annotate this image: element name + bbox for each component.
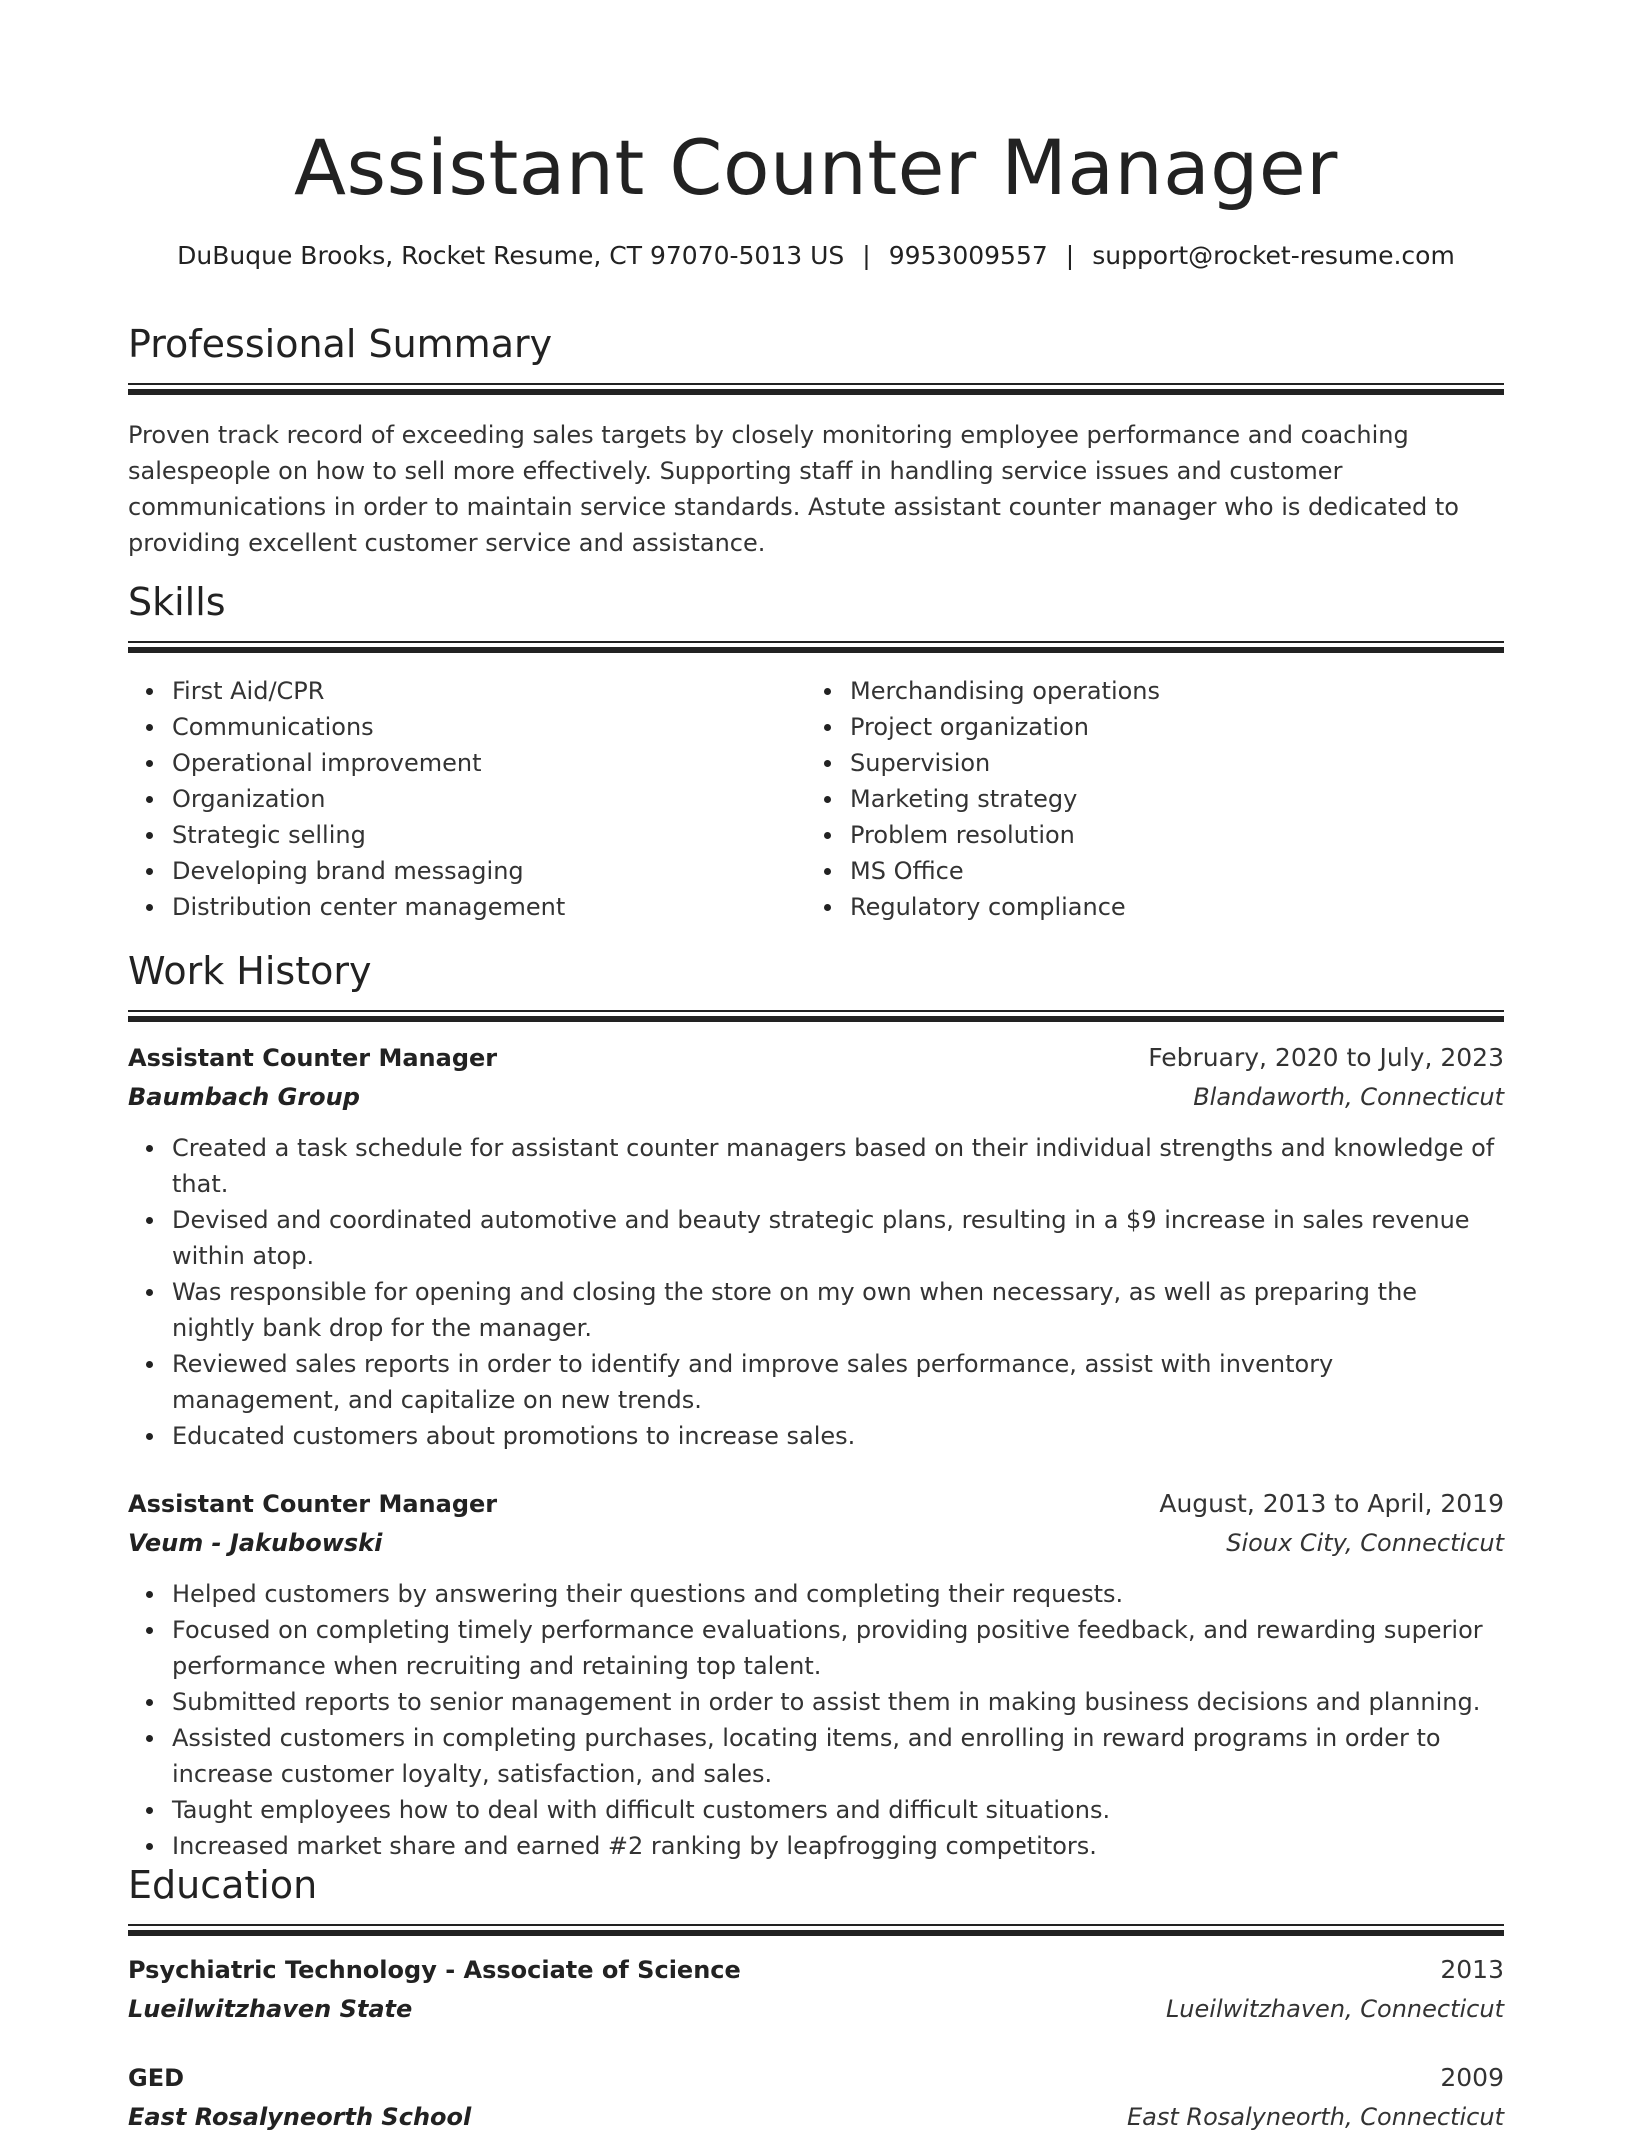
skills-list-right — [806, 673, 1484, 925]
education-entry — [128, 1950, 1504, 2028]
school-name: East Rosalyneorth School — [128, 2103, 472, 2131]
job-dates: February, 2020 to July, 2023 — [1148, 1043, 1504, 1072]
skill-item: Strategic selling — [172, 817, 806, 853]
contact-separator: | — [1065, 241, 1075, 270]
skills-section — [128, 577, 1504, 925]
skill-item: Project organization — [850, 709, 1484, 745]
job-title: Assistant Counter Manager — [128, 1490, 498, 1518]
skill-item: Communications — [172, 709, 806, 745]
skill-item: Organization — [172, 781, 806, 817]
summary-section — [128, 319, 1504, 561]
skill-item: Developing brand messaging — [172, 853, 806, 889]
school-location: East Rosalyneorth, Connecticut — [1127, 2103, 1504, 2131]
job-bullet: Assisted customers in completing purchases, locating items, and enrolling in reward programs in order to increase customer loyalty, satisfaction, and sales. — [172, 1720, 1504, 1792]
skill-item: First Aid/CPR — [172, 673, 806, 709]
skill-item: MS Office — [850, 853, 1484, 889]
skill-item: Marketing strategy — [850, 781, 1484, 817]
job-bullet: Created a task schedule for assistant counter managers based on their individual strengths and knowledge of that. — [172, 1130, 1504, 1202]
contact-phone: 9953009557 — [888, 241, 1048, 270]
school-location: Lueilwitzhaven, Connecticut — [1165, 1995, 1504, 2023]
skill-item: Supervision — [850, 745, 1484, 781]
section-divider — [128, 383, 1504, 393]
degree: Psychiatric Technology - Associate of Science — [128, 1956, 741, 1984]
job-bullet: Increased market share and earned #2 ranking by leapfrogging competitors. — [172, 1828, 1504, 1864]
job-bullet: Was responsible for opening and closing the store on my own when necessary, as well as preparing the nightly bank drop for the manager. — [172, 1274, 1504, 1346]
education-entry — [128, 2058, 1504, 2136]
job-title: Assistant Counter Manager — [128, 1044, 498, 1072]
skill-item: Regulatory compliance — [850, 889, 1484, 925]
job-dates: August, 2013 to April, 2019 — [1159, 1489, 1504, 1518]
job-bullet: Taught employees how to deal with difficult customers and difficult situations. — [172, 1792, 1504, 1828]
graduation-year: 2009 — [1440, 2063, 1504, 2092]
job-bullet: Educated customers about promotions to increase sales. — [172, 1418, 1504, 1454]
graduation-year: 2013 — [1440, 1955, 1504, 1984]
job-company: Baumbach Group — [128, 1083, 360, 1111]
education-section — [128, 1860, 1504, 2136]
job-bullet: Reviewed sales reports in order to identify and improve sales performance, assist with inventory management, and capitalize on new trends. — [172, 1346, 1504, 1418]
job-bullet: Helped customers by answering their questions and completing their requests. — [172, 1576, 1504, 1612]
contact-email: support@rocket-resume.com — [1092, 241, 1455, 270]
job-bullet: Submitted reports to senior management in order to assist them in making business decisions and planning. — [172, 1684, 1504, 1720]
summary-text: Proven track record of exceeding sales targets by closely monitoring employee performance and coaching salespeople on how to sell more effectively. Supporting staff in handling service issues and customer communications in order to maintain service standards. Astute assistant counter manager who is dedicated to providing excellent customer service and assistance. — [128, 421, 1459, 557]
work-history-section — [128, 946, 1504, 1864]
skill-item: Problem resolution — [850, 817, 1484, 853]
job-company: Veum - Jakubowski — [128, 1529, 383, 1557]
job-entry — [128, 1038, 1504, 1454]
resume-name: Assistant Counter Manager — [294, 123, 1338, 212]
section-divider — [128, 1924, 1504, 1934]
skills-list-left — [128, 673, 806, 925]
contact-separator: | — [862, 241, 871, 270]
job-bullets — [128, 1130, 1504, 1454]
skills-columns — [128, 673, 1504, 925]
section-title-work: Work History — [128, 949, 372, 993]
school-name: Lueilwitzhaven State — [128, 1995, 413, 2023]
skill-item: Distribution center management — [172, 889, 806, 925]
skill-item: Merchandising operations — [850, 673, 1484, 709]
contact-line — [128, 236, 1504, 276]
section-divider — [128, 1010, 1504, 1020]
section-title-skills: Skills — [128, 580, 226, 624]
section-title-summary: Professional Summary — [128, 322, 553, 366]
job-bullet: Devised and coordinated automotive and beauty strategic plans, resulting in a $9 increase in sales revenue within atop. — [172, 1202, 1504, 1274]
job-bullets — [128, 1576, 1504, 1864]
degree: GED — [128, 2064, 185, 2092]
job-location: Sioux City, Connecticut — [1226, 1529, 1504, 1557]
section-divider — [128, 641, 1504, 651]
job-bullet: Focused on completing timely performance evaluations, providing positive feedback, and rewarding superior performance when recruiting and retaining top talent. — [172, 1612, 1504, 1684]
skill-item: Operational improvement — [172, 745, 806, 781]
job-location: Blandaworth, Connecticut — [1193, 1083, 1504, 1111]
contact-address: DuBuque Brooks, Rocket Resume, CT 97070-5013 US — [177, 241, 845, 270]
job-entry — [128, 1484, 1504, 1864]
section-title-education: Education — [128, 1863, 318, 1907]
